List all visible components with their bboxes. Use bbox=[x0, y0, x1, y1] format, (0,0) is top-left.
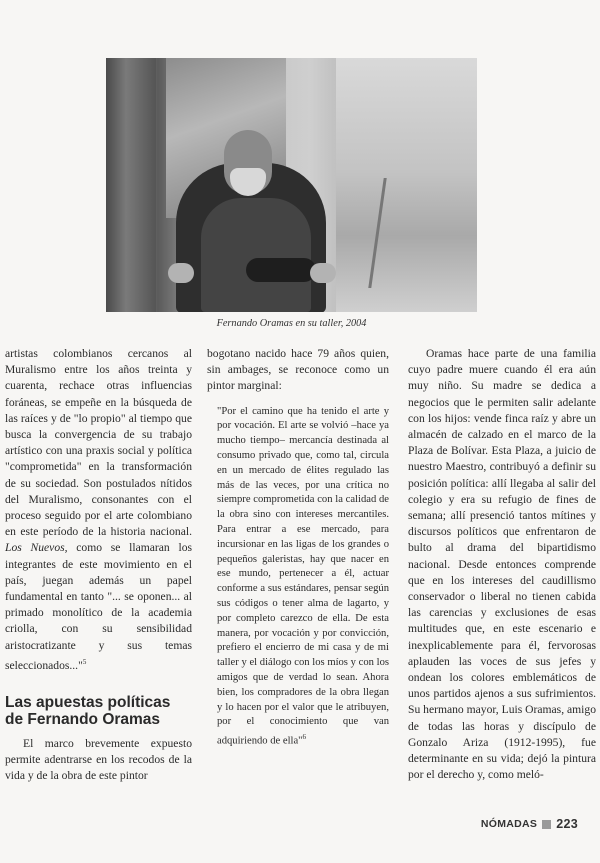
photo-hand-left bbox=[168, 263, 194, 283]
photo-doorframe bbox=[106, 58, 156, 312]
column-1-paragraph-1: artistas colombianos cercanos al Muralismo entre los años treinta y cuarenta, rechace otras influencias foráneas, se empeñe en la búsqueda de las raíces y de "lo propio" al tiempo que busca la convergencia de su trabajo artístico con una praxis social y política "comprometida" en la transformación de su sociedad. Son postulados nítidos del Muralismo, consonantes con el proceso seguido por el arte colombiano en este período de la historia nacional. Los Nuevos, como se llamaran los integrantes de este movimiento en el país, juegan además un papel fundamental en tanto "... se oponen... al primado monolítico de la academia criolla, con su sensibilidad aristocratizante y sus temas seleccionados..."$^5$ bbox=[5, 347, 192, 672]
photo-person-body bbox=[201, 198, 311, 312]
square-icon bbox=[542, 820, 551, 829]
column-1 bbox=[5, 346, 192, 785]
footnote-ref-6: 6 bbox=[302, 733, 307, 742]
page-number: 223 bbox=[556, 817, 578, 831]
section-heading: Las apuestas políticas de Fernando Oramas bbox=[5, 693, 171, 728]
column-3 bbox=[408, 346, 596, 783]
column-2 bbox=[207, 346, 389, 749]
column-1-paragraph-2: El marco brevemente expuesto permite adentrarse en los recodos de la vida y de la obra de este pintor bbox=[5, 736, 192, 783]
photo-hand-right bbox=[310, 263, 336, 283]
page-footer bbox=[481, 817, 578, 831]
photo-caption: Fernando Oramas en su taller, 2004 bbox=[216, 318, 367, 329]
photo-hat bbox=[246, 258, 316, 282]
italic-los-nuevos: Los Nuevos, bbox=[5, 541, 68, 555]
photo-oramas-studio bbox=[106, 58, 477, 312]
column-3-paragraph-1: Oramas hace parte de una familia cuyo padre muere cuando él era aún muy niño. Su madre se dedica a negocios que le permiten salir adelante con los hijos: vende finca raíz y abre un almacén de calzado en el marco de la Plaza de Bolívar. Esta Plaza, a juicio de nuestro Maestro, contribuyó a definir su posición política: allí llegaba al salir del colegio y era su refugio de fines de semana; allí presenció tantos mítines y discursos políticos que enfrentaron de bulto al drama del bipartidismo nacional. Desde entonces comprende que en los intereses del caudillismo conservador o liberal no tienen cabida las carencias y exclusiones de esas multitudes que, en este escenario e inexplicablemente para él, fervorosas aplauden las voces de sus jefes y ondean los colores emblemáticos de unos partidos ajenos a sus sufrimientos. Su hermano mayor, Luis Oramas, amigo de todas las horas y discípulo de Gonzalo Ariza (1912-1995), fue determinante en su vida; dejó la pintura por el derecho y, como meló- bbox=[408, 347, 596, 782]
journal-name: NÓMADAS bbox=[480, 818, 538, 830]
column-2-paragraph-1: bogotano nacido hace 79 años quien, sin ambages, se reconoce como un pintor marginal: bbox=[207, 347, 389, 393]
footnote-ref-5: 5 bbox=[82, 657, 87, 666]
block-quote: "Por el camino que ha tenido el arte y por vocación. El arte se volvió –hace ya mucho tiempo– mercancía destinada al consumo privado que, como tal, circula en un mercado de élites regulado las más de las veces, por una crítica no siempre comprometida con la calidad de la obra sino con intereses mercantiles. Para entrar a ese mercado, para incursionar en las ligas de los grandes o pequeños galeristas, hay que nacer en ese mundo, pertenecer a él, actuar conforme a sus estándares, pensar según sus códigos o tener alma de lagarto, y por completo carezco de ella. De esta manera, por vocación y por convicción, prefiero el encierro de mi casa y de mi taller y el diálogo con los míos y con los amigos que de verdad lo sean. Ahora bien, los compradores de la obra llegan y lo hacen por el valor que le atribuyen, por el conocimiento que van adquiriendo de ella"$^6$ bbox=[217, 405, 389, 747]
